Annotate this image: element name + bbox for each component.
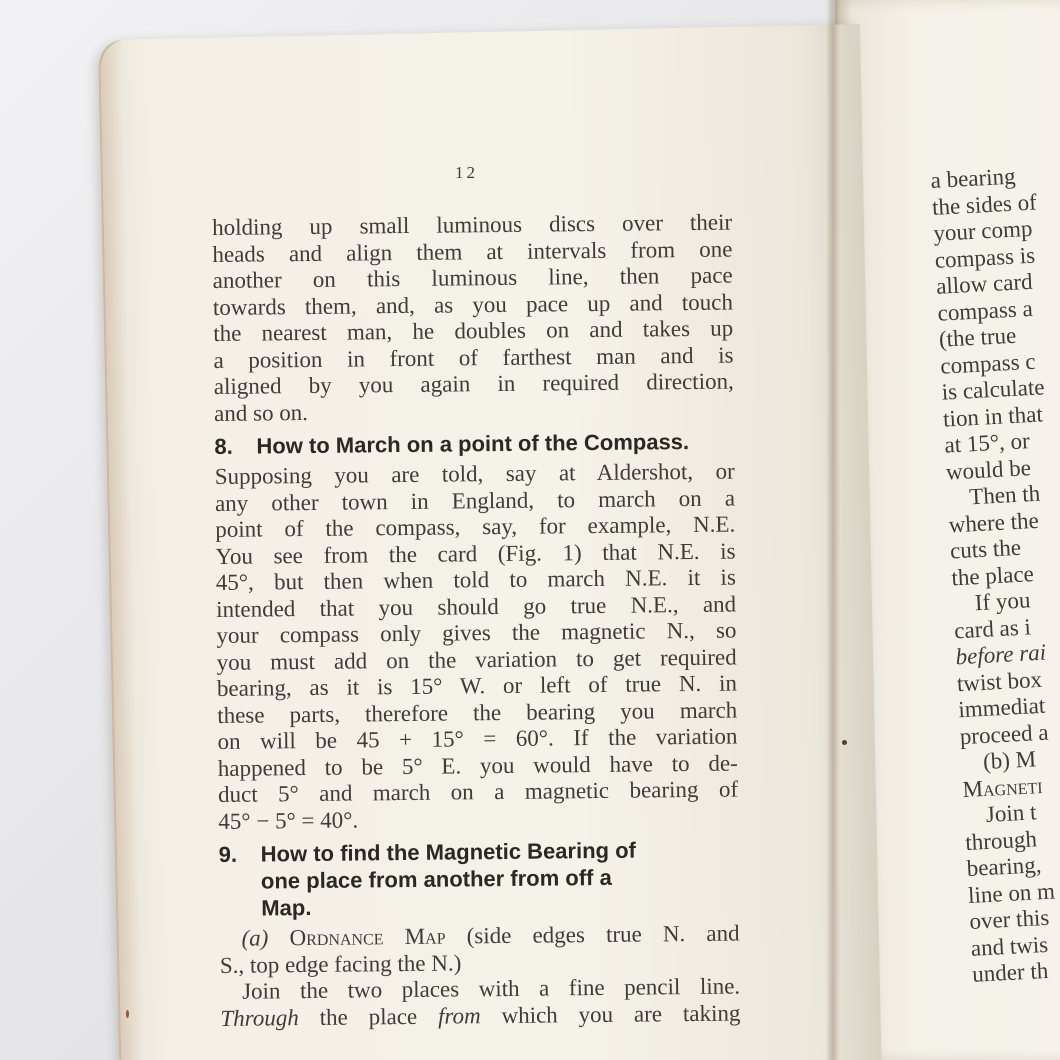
text-line: another on this luminous line, then pace: [212, 262, 733, 293]
paper-blemish: [842, 740, 847, 745]
text-line: compass c: [939, 348, 1037, 379]
text-line: under th: [971, 957, 1049, 987]
italic-fragment: from: [437, 1002, 481, 1029]
text-line: a position in front of farthest man and is: [213, 342, 734, 373]
text-line: Join the two places with a fine pencil line.: [241, 973, 741, 1004]
book-gutter: [826, 0, 840, 1060]
text-line: card as i: [953, 613, 1032, 643]
paragraph-ordnance-map: [219, 921, 740, 979]
text-line: compass is: [934, 242, 1036, 273]
text-line: your comp: [932, 215, 1033, 246]
text-line: If you: [974, 587, 1031, 616]
text-line: the nearest man, he doubles on and takes up: [213, 315, 734, 346]
text-line: on will be 45 + 15° = 60°. If the variation: [217, 723, 738, 754]
text-line: twist box: [956, 666, 1043, 696]
text-line: Then th: [968, 480, 1041, 510]
section-number: 9.: [218, 841, 238, 867]
text-line: and so on.: [213, 399, 309, 426]
paper-blemish: [126, 1010, 129, 1018]
section-title: How to March on a point of the Compass.: [256, 429, 690, 459]
text-line: a bearing: [930, 163, 1017, 193]
paragraph-luminous-discs: [212, 210, 734, 427]
text-line: these parts, therefore the bearing you march: [217, 697, 738, 728]
section-title-line: one place from another from off a: [260, 864, 612, 894]
text-line: Supposing you are told, say at Aldershot, or: [214, 458, 735, 489]
section-heading-9: [219, 836, 740, 922]
text-line: Join t: [985, 799, 1037, 827]
text-line: proceed a: [959, 719, 1050, 749]
subsection-label: (a): [241, 925, 269, 951]
text-line: duct 5° and march on a magnetic bearing of: [217, 776, 739, 807]
section-number: 8.: [214, 433, 233, 459]
text-line: [219, 921, 739, 953]
text-line: point of the compass, say, for example, N.E.: [215, 511, 736, 542]
section-heading-8: [214, 428, 734, 460]
section-title-line: How to find the Magnetic Bearing of: [260, 837, 637, 867]
text-line: the sides of: [931, 188, 1038, 220]
text-line: happened to be 5° E. you would have to de-: [217, 750, 738, 781]
text-line: allow card: [935, 268, 1034, 299]
text-line: intended that you should go true N.E., and: [215, 591, 737, 622]
text-line: cuts the: [949, 534, 1022, 564]
left-page-text: [212, 210, 741, 1032]
text-fragment: which you are taking: [501, 1000, 741, 1028]
text-fragment: (side edges true N. and: [466, 920, 740, 949]
text-line: towards them, and, as you pace up and touch: [212, 289, 734, 320]
text-line: over this: [968, 904, 1050, 934]
page-number: 12: [455, 163, 478, 182]
subsection-title: Ordnance Map: [289, 923, 446, 951]
text-line: the place: [950, 560, 1035, 590]
text-line: bearing, as it is 15° W. or left of true N. in: [216, 670, 738, 701]
text-line: compass a: [936, 295, 1034, 326]
text-line: immediat: [957, 692, 1046, 723]
text-fragment: the place: [319, 1003, 418, 1030]
text-line: line on m: [967, 877, 1056, 908]
paragraph-join-places: [220, 974, 741, 1032]
text-line: holding up small luminous discs over their: [212, 209, 733, 240]
section-title-line: Map.: [261, 894, 312, 921]
text-line: before rai: [954, 639, 1047, 670]
text-line: where the: [948, 507, 1040, 537]
text-line: 45°, but then when told to march N.E. it is: [215, 564, 736, 595]
italic-fragment: Through: [220, 1004, 299, 1031]
text-line: (the true: [938, 322, 1017, 352]
text-line: S., top edge facing the N.): [219, 949, 462, 978]
text-line: (b) M: [982, 746, 1037, 775]
text-line: bearing,: [966, 852, 1042, 882]
text-line: Magneti: [961, 772, 1044, 802]
paragraph-march-compass: [215, 459, 739, 835]
text-line: would be: [945, 454, 1032, 485]
text-line: you must add on the variation to get required: [216, 644, 737, 675]
text-line: aligned by you again in required direction,: [213, 368, 734, 399]
text-line: You see from the card (Fig. 1) that N.E. is: [215, 538, 736, 569]
text-line: [220, 1000, 740, 1032]
text-line: any other town in England, to march on a: [214, 485, 736, 516]
text-line: heads and align them at intervals from one: [212, 236, 733, 267]
text-line: 45° − 5° = 40°.: [218, 807, 359, 834]
text-line: through: [964, 825, 1038, 855]
section-title: [261, 837, 637, 922]
text-line: and twis: [970, 931, 1049, 961]
text-line: your compass only gives the magnetic N., so: [216, 617, 737, 648]
text-line: tion in that: [942, 400, 1044, 432]
text-line: at 15°, or: [943, 428, 1031, 458]
text-line: is calculate: [941, 374, 1046, 405]
